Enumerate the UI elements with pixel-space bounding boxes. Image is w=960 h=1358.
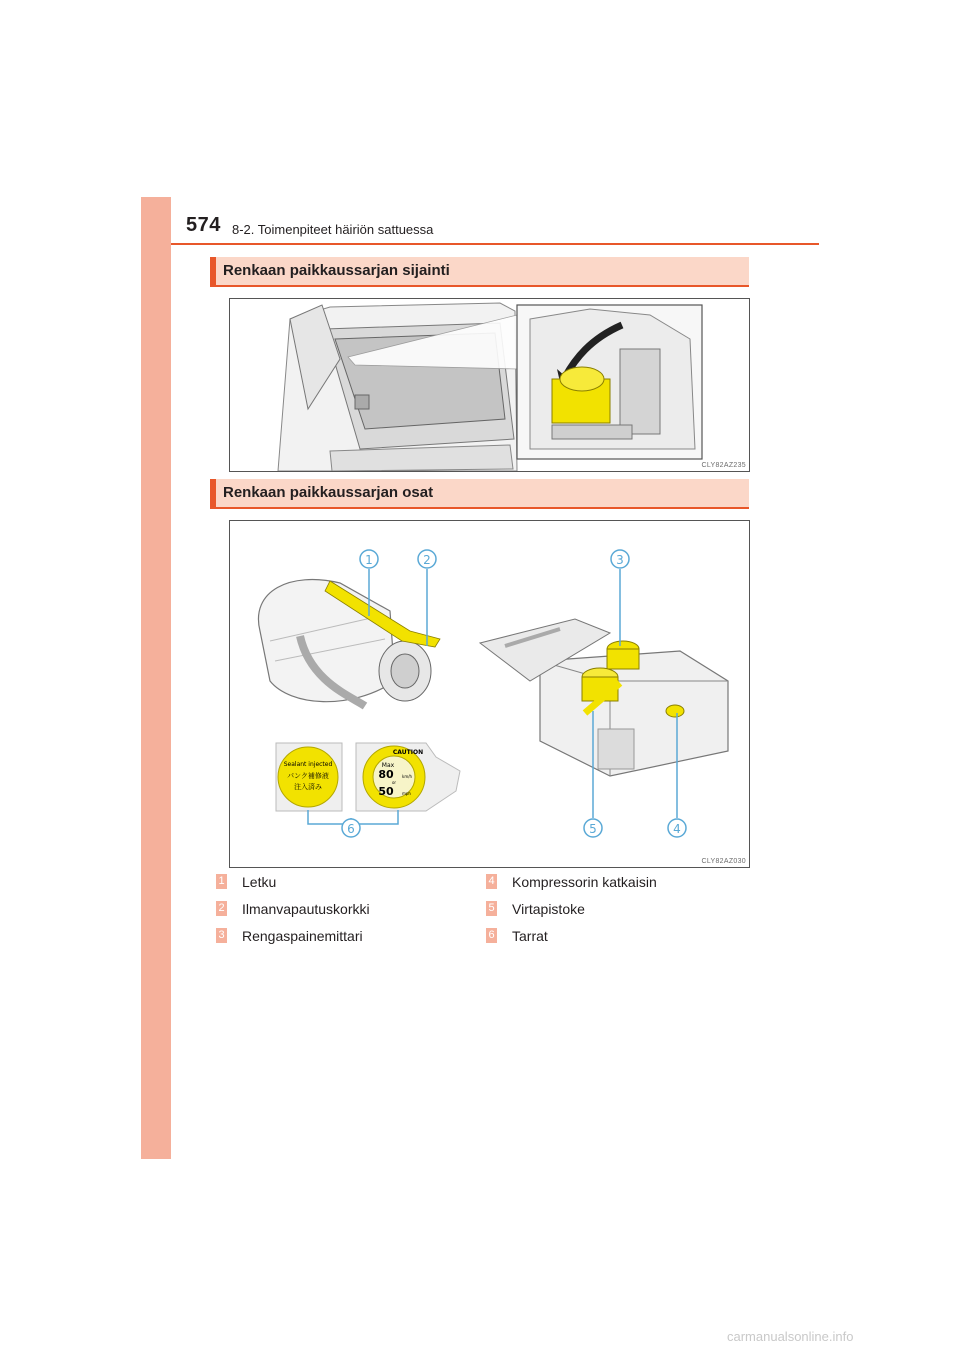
sticker-text: Sealant injected: [283, 761, 333, 768]
legend-number: 2: [216, 901, 227, 916]
sticker-text: 50: [378, 785, 394, 798]
header-rule: [171, 243, 819, 245]
section-heading-location: [210, 257, 749, 287]
trunk-illustration: [230, 299, 749, 471]
legend-number: 3: [216, 928, 227, 943]
callout-5: [584, 819, 602, 837]
sticker-text: 80: [378, 768, 394, 781]
side-tab: [141, 197, 171, 1159]
sticker-text: Max: [381, 762, 395, 769]
section-title: Renkaan paikkaussarjan osat: [223, 484, 434, 501]
page-number: 574: [186, 214, 221, 236]
svg-text:2: 2: [423, 553, 431, 567]
sticker-text: or: [391, 780, 397, 785]
callout-2: [418, 550, 436, 568]
repair-kit-illustration: [230, 521, 749, 867]
sticker-text: mph: [402, 791, 411, 796]
callout-6: [342, 819, 360, 837]
trunk-location-figure: [229, 298, 750, 472]
figure-code: CLY82AZ235: [701, 462, 746, 469]
legend-label: Kompressorin katkaisin: [512, 874, 657, 890]
legend-label: Ilmanvapautuskorkki: [242, 901, 370, 917]
figure-code: CLY82AZ030: [701, 858, 746, 865]
callout-4: [668, 819, 686, 837]
callout-3: [611, 550, 629, 568]
legend-label: Tarrat: [512, 928, 548, 944]
svg-text:1: 1: [365, 553, 373, 567]
legend-number: 1: [216, 874, 227, 889]
section-heading-parts: [210, 479, 749, 509]
sticker-text: km/h: [402, 774, 413, 779]
callout-1: [360, 550, 378, 568]
section-title: Renkaan paikkaussarjan sijainti: [223, 262, 450, 279]
footer-watermark[interactable]: carmanualsonline.info: [727, 1329, 854, 1344]
sticker-text: 注入済み: [294, 783, 322, 791]
sticker-text: CAUTION: [392, 749, 424, 756]
legend-number: 5: [486, 901, 497, 916]
svg-text:5: 5: [589, 822, 597, 836]
sticker-text: パンク補修液: [287, 772, 329, 780]
legend-number: 6: [486, 928, 497, 943]
legend-label: Rengaspainemittari: [242, 928, 363, 944]
legend-number: 4: [486, 874, 497, 889]
svg-text:6: 6: [347, 822, 355, 836]
legend-label: Virtapistoke: [512, 901, 585, 917]
svg-text:4: 4: [673, 822, 681, 836]
svg-text:3: 3: [616, 553, 624, 567]
repair-kit-parts-figure: [229, 520, 750, 868]
legend-label: Letku: [242, 874, 277, 890]
sticker-sealant-injected: [276, 743, 342, 811]
chapter-title: 8-2. Toimenpiteet häiriön sattuessa: [232, 222, 434, 237]
